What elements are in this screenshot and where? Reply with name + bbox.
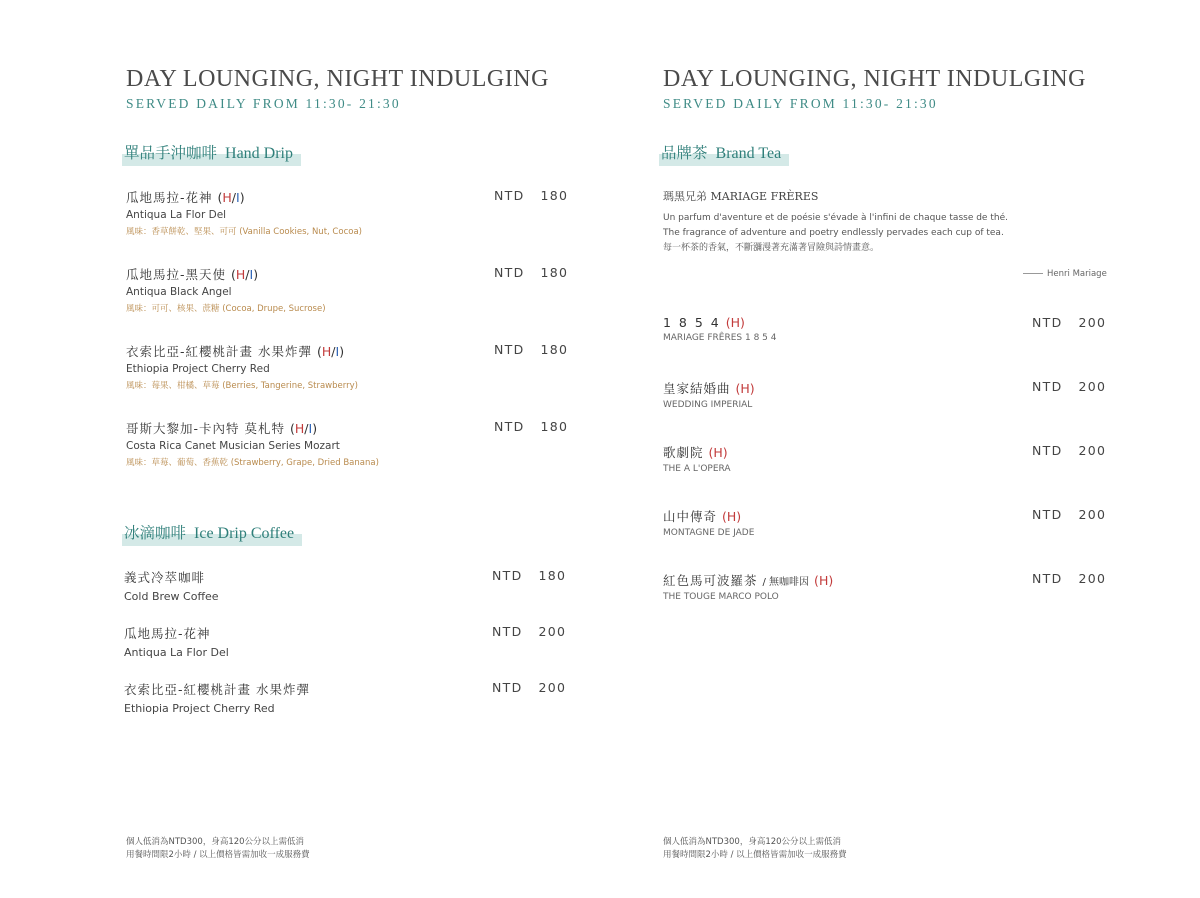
hot-tag: H <box>235 267 246 282</box>
section-title-en: Brand Tea <box>715 145 782 162</box>
item-name-en: WEDDING IMPERIAL <box>663 400 753 410</box>
item-name-zh: 義式冷萃咖啡 <box>124 570 206 585</box>
item-name-zh: 瓜地馬拉-花神 <box>126 190 213 205</box>
item-price: NTD 200 <box>1032 443 1107 458</box>
footer-line: 用餐時間限2小時 / 以上價格皆需加收一成服務費 <box>663 850 847 860</box>
item-name-zh: 瓜地馬拉-花神 <box>124 626 211 641</box>
menu-item <box>663 315 1107 343</box>
ice-tag: I <box>308 421 313 436</box>
item-price: NTD 180 <box>494 419 569 434</box>
item-name-en: Antiqua La Flor Del <box>124 646 229 659</box>
footer-line: 用餐時間限2小時 / 以上價格皆需加收一成服務費 <box>126 850 310 860</box>
hot-tag: (H) <box>722 509 742 524</box>
item-name-en: THE TOUGE MARCO POLO <box>663 592 779 602</box>
right-menu-page <box>537 0 1137 898</box>
menu-item: 衣索比亞-紅櫻桃計畫 水果炸彈 (H/I) Ethiopia Project Cherry Red 風味：莓果、柑橘、草莓 (Berries, Tangerine, Strawberry) NTD 180 <box>126 342 569 391</box>
item-flavor: 風味：香草餅乾、堅果、可可 (Vanilla Cookies, Nut, Cocoa) <box>126 227 362 237</box>
item-price: NTD 200 <box>1032 507 1107 522</box>
section-brand-tea <box>661 141 785 163</box>
menu-item <box>663 379 1107 410</box>
menu-item <box>663 443 1107 474</box>
item-flavor: 風味：草莓、葡萄、香蕉乾 (Strawberry, Grape, Dried Banana) <box>126 458 379 468</box>
brand-signature: Henri Mariage <box>1023 269 1107 279</box>
brand-intro-text: Un parfum d'aventure et de poésie s'évade à l'infini de chaque tasse de thé. The fragrance of adventure and poetry endlessly pervades each cup of tea. 每一杯茶的香氣，不斷瀰漫著充滿著冒險與詩情畫意。 <box>663 213 1008 253</box>
ice-tag: I <box>249 267 254 282</box>
hot-tag: (H) <box>708 445 728 460</box>
decaf-note: / 無咖啡因 <box>762 577 810 588</box>
hot-tag: (H) <box>735 381 755 396</box>
menu-item <box>124 680 567 715</box>
item-name-zh: 紅色馬可波羅茶 <box>663 573 758 588</box>
page-title: DAY LOUNGING, NIGHT INDULGING <box>126 66 549 92</box>
item-name-zh: 1 8 5 4 <box>663 315 721 330</box>
item-price: NTD 200 <box>1032 379 1107 394</box>
section-title-en: Ice Drip Coffee <box>194 525 295 542</box>
hot-tag: (H) <box>725 315 745 330</box>
item-name-zh: 皇家結婚曲 <box>663 381 731 396</box>
service-hours: SERVED DAILY FROM 11:30- 21:30 <box>663 96 938 111</box>
section-ice-drip <box>124 521 298 543</box>
section-title-zh: 品牌茶 <box>661 144 708 162</box>
item-name-en: Costa Rica Canet Musician Series Mozart <box>126 440 340 452</box>
item-name-en: Cold Brew Coffee <box>124 590 219 603</box>
hot-tag: H <box>294 421 305 436</box>
item-name-en: Antiqua La Flor Del <box>126 209 227 221</box>
service-hours: SERVED DAILY FROM 11:30- 21:30 <box>126 96 401 111</box>
item-name-zh: 哥斯大黎加-卡內特 莫札特 <box>126 421 285 436</box>
menu-item <box>124 624 567 659</box>
item-price: NTD 180 <box>494 188 569 203</box>
item-name-zh: 山中傳奇 <box>663 509 718 524</box>
item-price: NTD 200 <box>1032 315 1107 330</box>
footer-notes <box>126 836 310 862</box>
page-title: DAY LOUNGING, NIGHT INDULGING <box>663 66 1086 92</box>
item-name-en: MARIAGE FRÊRES 1 8 5 4 <box>663 333 777 343</box>
footer-line: 個人低消為NTD300，身高120公分以上需低消 <box>126 837 305 847</box>
section-title-zh: 冰滴咖啡 <box>124 524 187 542</box>
footer-notes <box>663 836 847 862</box>
item-price: NTD 200 <box>492 680 567 695</box>
hot-tag: H <box>321 344 332 359</box>
item-name-zh: 瓜地馬拉-黑天使 <box>126 267 227 282</box>
item-name-en: Ethiopia Project Cherry Red <box>124 702 275 715</box>
ice-tag: I <box>236 190 240 205</box>
menu-item: 瓜地馬拉-花神 (H/I) Antiqua La Flor Del 風味：香草餅乾、堅果、可可 (Vanilla Cookies, Nut, Cocoa) NTD 180 <box>126 188 569 237</box>
item-name-zh: 衣索比亞-紅櫻桃計畫 水果炸彈 <box>126 344 312 359</box>
item-name-zh: 衣索比亞-紅櫻桃計畫 水果炸彈 <box>124 682 310 697</box>
item-price: NTD 200 <box>492 624 567 639</box>
item-price: NTD 200 <box>1032 571 1107 586</box>
brand-intro-title: 瑪黑兄弟 MARIAGE FRÈRES <box>663 190 819 203</box>
menu-item <box>663 571 1107 602</box>
item-name-en: Ethiopia Project Cherry Red <box>126 363 270 375</box>
menu-item <box>124 568 567 603</box>
section-title-en: Hand Drip <box>225 145 293 162</box>
item-name-en: THE A L'OPERA <box>663 464 731 474</box>
item-price: NTD 180 <box>494 265 569 280</box>
menu-item: 瓜地馬拉-黑天使 (H/I) Antiqua Black Angel 風味：可可、核果、蔗糖 (Cocoa, Drupe, Sucrose) NTD 180 <box>126 265 569 314</box>
item-flavor: 風味：莓果、柑橘、草莓 (Berries, Tangerine, Strawberry) <box>126 381 358 391</box>
item-name-zh: 歌劇院 <box>663 445 704 460</box>
hot-tag: (H) <box>814 573 834 588</box>
item-name-en: MONTAGNE DE JADE <box>663 528 755 538</box>
item-flavor: 風味：可可、核果、蔗糖 (Cocoa, Drupe, Sucrose) <box>126 304 326 314</box>
section-hand-drip <box>124 141 297 163</box>
item-price: NTD 180 <box>494 342 569 357</box>
menu-item <box>663 507 1107 538</box>
ice-tag: I <box>335 344 340 359</box>
section-title-zh: 單品手沖咖啡 <box>124 144 218 162</box>
menu-item: 哥斯大黎加-卡內特 莫札特 (H/I) Costa Rica Canet Musician Series Mozart 風味：草莓、葡萄、香蕉乾 (Strawberry, Grape, Dried Banana) NTD 180 <box>126 419 569 468</box>
item-price: NTD 180 <box>492 568 567 583</box>
hot-tag: H <box>222 190 232 205</box>
footer-line: 個人低消為NTD300，身高120公分以上需低消 <box>663 837 842 847</box>
item-name-en: Antiqua Black Angel <box>126 286 232 298</box>
